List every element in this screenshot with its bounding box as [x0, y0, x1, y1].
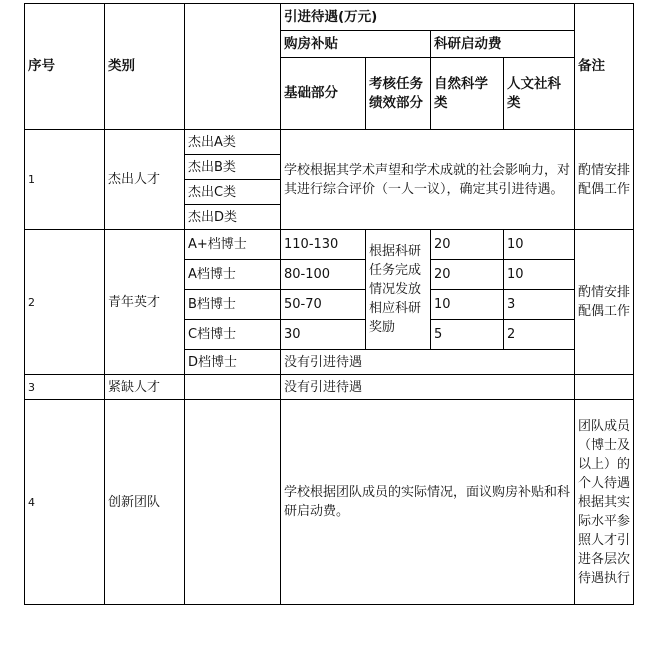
header-category: 类别: [105, 4, 185, 130]
header-housing: 购房补贴: [281, 31, 431, 58]
row-assessment: 根据科研任务完成情况发放相应科研奖励: [366, 230, 431, 350]
row-subcategory: 杰出B类: [185, 155, 281, 180]
header-treatment: 引进待遇(万元): [281, 4, 575, 31]
row-blank: [575, 375, 634, 400]
row-subcategory: 杰出C类: [185, 180, 281, 205]
row-natural: 5: [431, 320, 504, 350]
row-humanities: 2: [504, 320, 575, 350]
row-category: 创新团队: [105, 400, 185, 605]
row-remark: 酌情安排配偶工作: [575, 230, 634, 375]
header-blank: [185, 4, 281, 130]
row-base: 30: [281, 320, 366, 350]
row-subcategory: A+档博士: [185, 230, 281, 260]
row-seq: 2: [25, 230, 105, 375]
header-row: [25, 4, 634, 31]
row-subcategory: D档博士: [185, 350, 281, 375]
header-research: 科研启动费: [431, 31, 575, 58]
row-blank: [185, 375, 281, 400]
talent-treatment-table: [24, 3, 634, 605]
header-base-part: 基础部分: [281, 58, 366, 130]
row-humanities: 10: [504, 260, 575, 290]
row-seq: 4: [25, 400, 105, 605]
row-category: 青年英才: [105, 230, 185, 375]
row-category: 紧缺人才: [105, 375, 185, 400]
table-row: [25, 230, 634, 260]
row-natural: 20: [431, 260, 504, 290]
row-base: 110-130: [281, 230, 366, 260]
row-base: 50-70: [281, 290, 366, 320]
table-row: [25, 375, 634, 400]
header-remarks: 备注: [575, 4, 634, 130]
table-row: [25, 130, 634, 155]
row-base: 80-100: [281, 260, 366, 290]
row-remark: 团队成员（博士及以上）的个人待遇根据其实际水平参照人才引进各层次待遇执行: [575, 400, 634, 605]
row-natural: 20: [431, 230, 504, 260]
row-subcategory: A档博士: [185, 260, 281, 290]
header-humanities: 人文社科类: [504, 58, 575, 130]
row-category: 杰出人才: [105, 130, 185, 230]
row-seq: 1: [25, 130, 105, 230]
row-subcategory: C档博士: [185, 320, 281, 350]
row-treatment: 学校根据团队成员的实际情况，面议购房补贴和科研启动费。: [281, 400, 575, 605]
header-seq: 序号: [25, 4, 105, 130]
header-assessment: 考核任务绩效部分: [366, 58, 431, 130]
row-natural: 10: [431, 290, 504, 320]
row-treatment: 没有引进待遇: [281, 375, 575, 400]
table-row: [25, 400, 634, 605]
row-treatment: 没有引进待遇: [281, 350, 575, 375]
row-humanities: 3: [504, 290, 575, 320]
row-treatment: 学校根据其学术声望和学术成就的社会影响力，对其进行综合评价（一人一议），确定其引进待遇。: [281, 130, 575, 230]
row-seq: 3: [25, 375, 105, 400]
row-humanities: 10: [504, 230, 575, 260]
row-subcategory: B档博士: [185, 290, 281, 320]
header-natural-sci: 自然科学类: [431, 58, 504, 130]
row-remark: 酌情安排配偶工作: [575, 130, 634, 230]
row-blank: [185, 400, 281, 605]
row-subcategory: 杰出A类: [185, 130, 281, 155]
row-subcategory: 杰出D类: [185, 205, 281, 230]
